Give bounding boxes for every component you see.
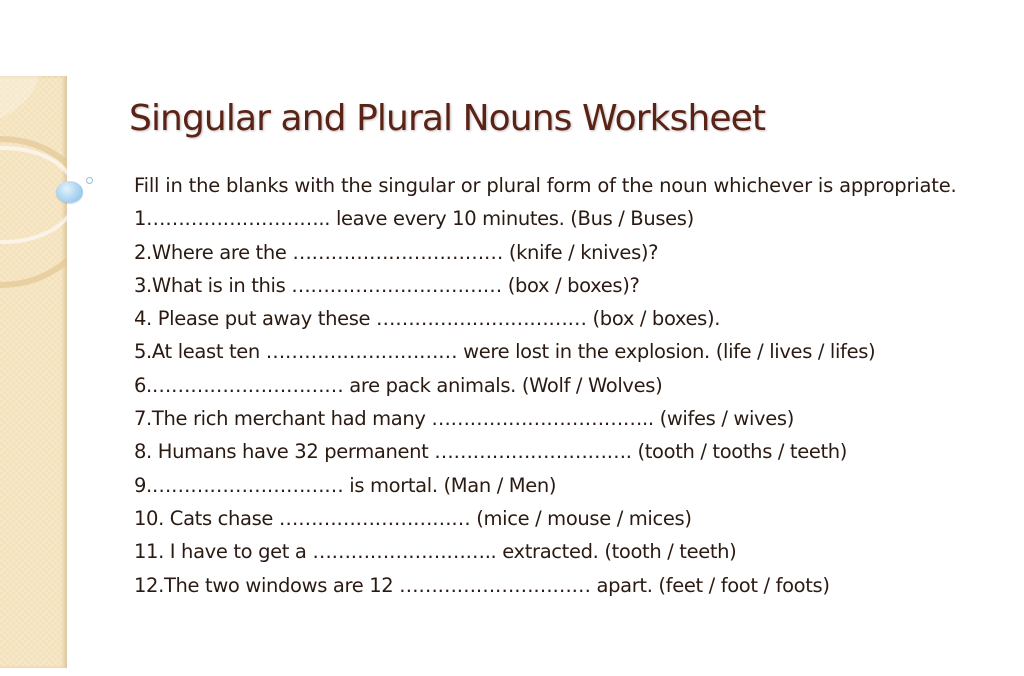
question-12: 12.The two windows are 12 ………………………… apart. (feet / foot / foots) [134,573,830,597]
question-10: 10. Cats chase ………………………… (mice / mouse / mices) [134,506,692,530]
question-8: 8. Humans have 32 permanent …………………………. (tooth / tooths / teeth) [134,440,848,464]
question-11: 11. I have to get a ……………………….. extracted. (tooth / teeth) [134,540,737,564]
question-4: 4. Please put away these …………………………… (box / boxes). [134,307,721,331]
question-2: 2.Where are the …………………………… (knife / knives)? [134,240,659,264]
worksheet-body [134,172,957,605]
question-9: 9.………………………… is mortal. (Man / Men) [134,473,557,497]
page-title: Singular and Plural Nouns Worksheet [129,98,766,139]
bubble-icon [56,181,83,203]
question-1: 1……………………….. leave every 10 minutes. (Bus / Buses) [134,207,694,231]
decorative-sidebar [0,76,67,668]
small-bubble-icon [86,177,93,184]
question-5: 5.At least ten ………………………… were lost in the explosion. (life / lives / lifes) [134,340,876,364]
question-6: 6.………………………… are pack animals. (Wolf / Wolves) [134,373,663,397]
instructions: Fill in the blanks with the singular or plural form of the noun whichever is appropriate. [134,174,957,197]
decorative-arc [0,76,40,126]
question-7: 7.The rich merchant had many …………………………….. (wifes / wives) [134,407,794,431]
question-3: 3.What is in this …………………………… (box / boxes)? [134,273,640,297]
